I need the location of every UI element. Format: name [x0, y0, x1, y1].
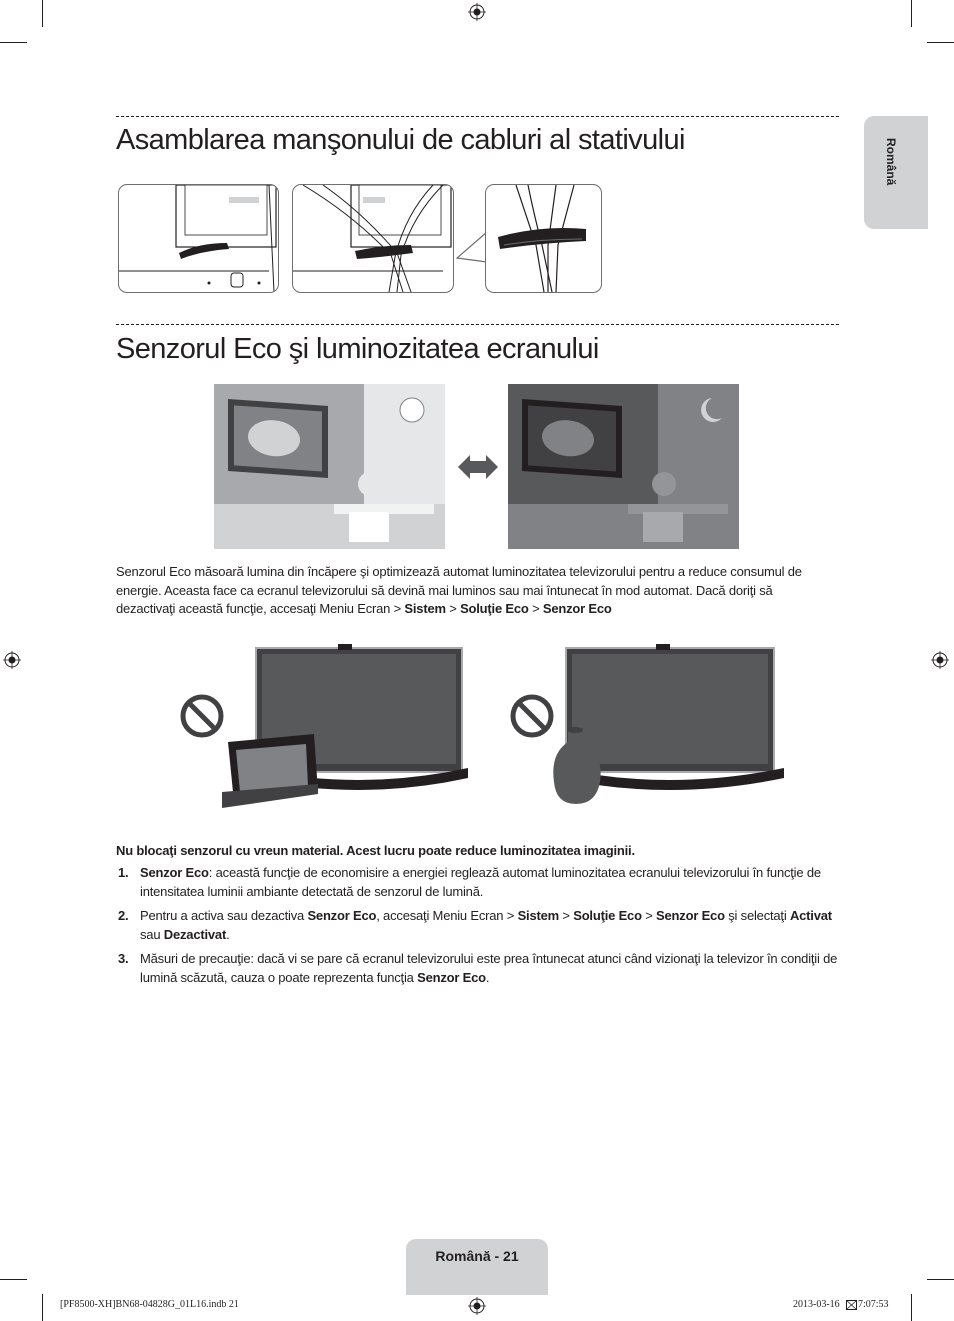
registration-mark-icon: [931, 651, 949, 669]
warning-text: Nu blocaţi senzorul cu vreun material. Acest lucru poate reduce luminozitatea imaginii.: [116, 843, 635, 858]
list-item: 2. Pentru a activa sau dezactiva Senzor Eco, accesaţi Meniu Ecran > Sistem > Soluţie Eco > Senzor Eco şi selectaţi Activat sau Dezactivat.: [118, 908, 832, 942]
crop-mark: [0, 42, 27, 43]
dark-room-photo: [508, 384, 739, 549]
registration-mark-icon: [468, 1297, 486, 1315]
crop-mark: [911, 0, 912, 27]
zoom-callout-pointer: [456, 230, 488, 264]
footer-file-name: [PF8500-XH]BN68-04828G_01L16.indb 21: [60, 1299, 239, 1310]
eco-sensor-intro: Senzorul Eco măsoară lumina din încăpere şi optimizează automat luminozitatea televizorului pentru a reduce consumul de energie. Aceasta face ca ecranul televizorului să devină mai luminos sau mai întunecat în mod automat. Dacă doriţi să dezactivaţi această funcţie, accesaţi Meniu Ecran > Sistem > Soluţie Eco > Senzor Eco: [116, 564, 802, 616]
menu-path-solutie-eco: Soluţie Eco: [460, 601, 529, 616]
menu-path-sistem: Sistem: [404, 601, 446, 616]
tv-blocked-by-vase-illustration: [508, 642, 788, 812]
cable-step-1-illustration: [118, 184, 279, 293]
page-number: Română - 21: [435, 1248, 519, 1264]
crop-mark: [0, 1279, 27, 1280]
language-side-tab: [864, 116, 928, 229]
menu-path-senzor-eco: Senzor Eco: [542, 601, 612, 616]
section-title-cable-holder: Asamblarea manşonului de cabluri al stativului: [116, 124, 685, 156]
crop-mark: [927, 42, 954, 43]
section-divider: [116, 116, 839, 117]
cable-step-3-detail-illustration: [485, 184, 602, 293]
crop-mark: [911, 1294, 912, 1321]
double-arrow-icon: [456, 452, 500, 482]
section-divider: [116, 324, 839, 325]
crop-mark: [42, 1294, 43, 1321]
language-side-label: Română: [884, 138, 898, 186]
tv-blocked-by-frame-illustration: [178, 642, 468, 812]
footer-time: 7:07:53: [858, 1299, 889, 1310]
registration-mark-icon: [468, 3, 486, 21]
list-item: 3. Măsuri de precauţie: dacă vi se pare că ecranul televizorului este prea întunecat atunci când vizionaţi la televizor în condiţii de lumină scăzută, cauza o poate reprezenta funcţia Senzor Eco.: [118, 951, 838, 985]
bright-room-photo: [214, 384, 445, 549]
crop-mark: [42, 0, 43, 27]
page-number-tab: [406, 1239, 548, 1295]
list-item: 1. Senzor Eco: această funcţie de economisire a energiei reglează automat luminozitatea ecranului televizorului în funcţie de intensitatea luminii ambiante detectată de senzorul de lumină.: [118, 865, 821, 899]
crop-mark: [927, 1279, 954, 1280]
registration-mark-icon: [3, 651, 21, 669]
cable-step-2-illustration: [292, 184, 454, 293]
section-title-eco-sensor: Senzorul Eco şi luminozitatea ecranului: [116, 333, 599, 365]
footer-date: 2013-03-16: [793, 1299, 840, 1310]
clock-glyph-icon: [846, 1300, 857, 1310]
